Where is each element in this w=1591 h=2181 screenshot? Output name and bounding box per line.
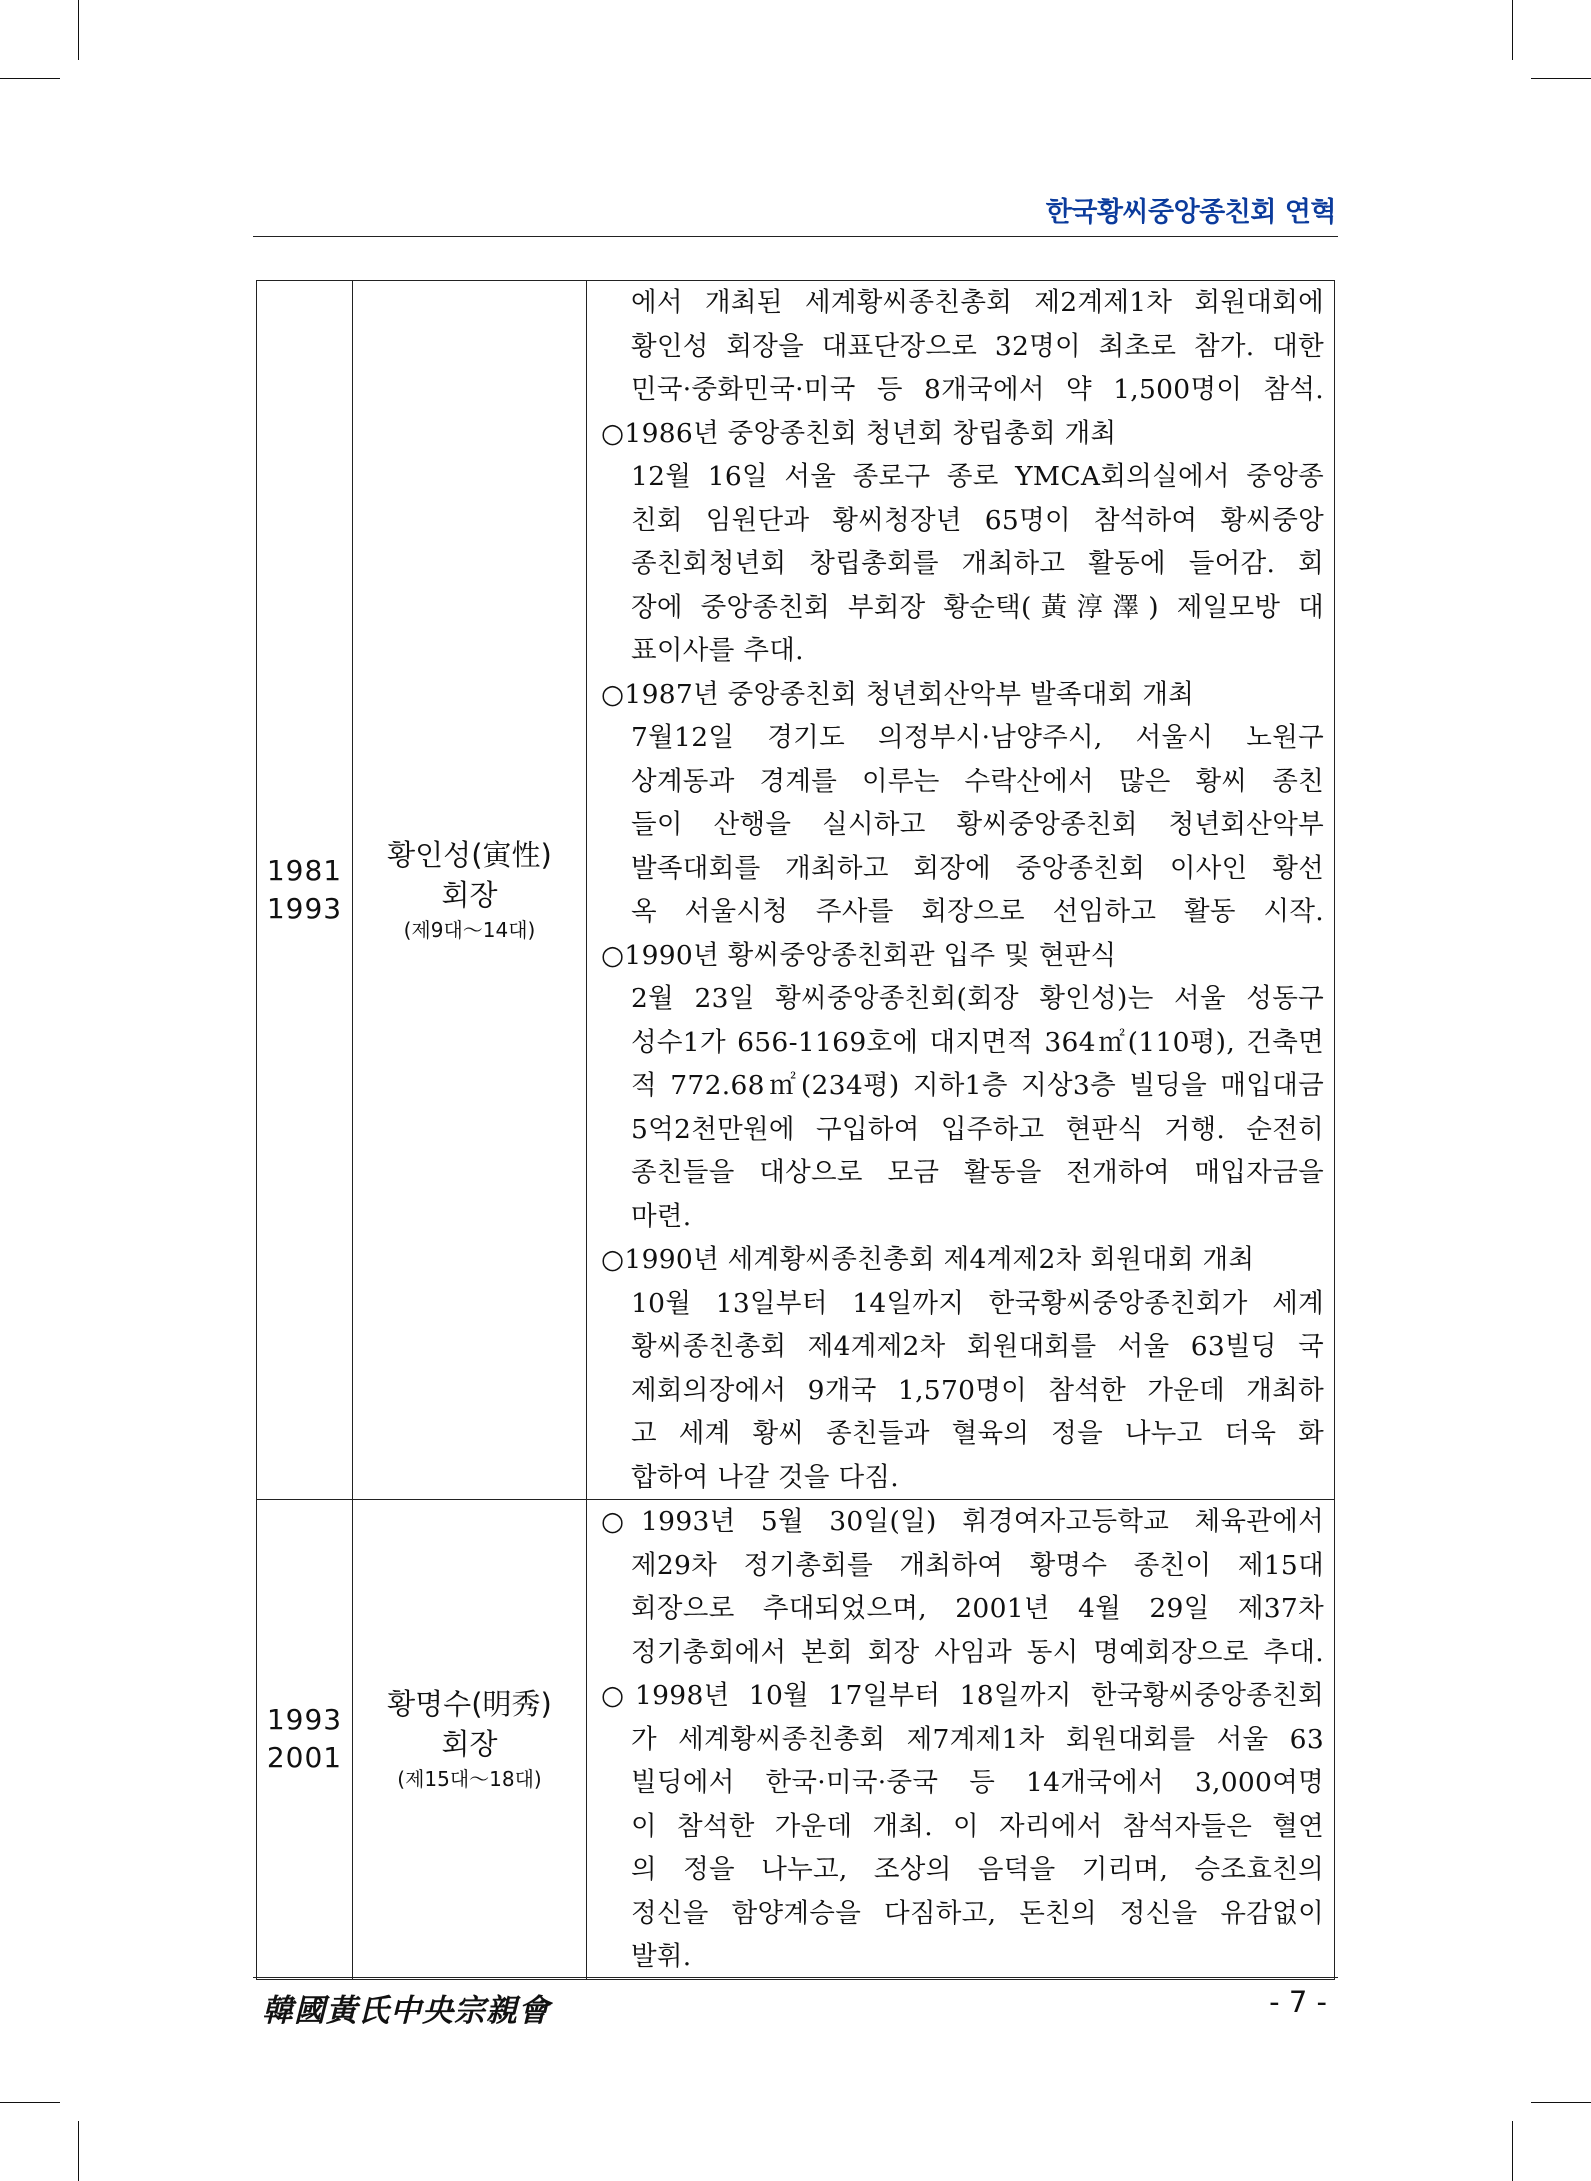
period-cell xyxy=(257,281,353,1500)
text-line: 성수1가 656-1169호에 대지면적 364㎡(110평), 건축면 xyxy=(631,1026,1324,1058)
table-row xyxy=(257,1500,1335,1980)
president-term: (제15대～18대) xyxy=(397,1767,542,1792)
crop-mark xyxy=(78,0,79,60)
text-line: 들이 산행을 실시하고 황씨중앙종친회 청년회산악부 xyxy=(631,809,1324,840)
text-line: 이 참석한 가운데 개최. 이 자리에서 참석자들은 혈연 xyxy=(631,1810,1324,1842)
period-start: 1981 xyxy=(266,854,343,887)
period-end: 2001 xyxy=(266,1741,343,1775)
text-line: 2월 23일 황씨중앙종친회(회장 황인성)는 서울 성동구 xyxy=(631,983,1324,1014)
page-header-title: 한국황씨중앙종친회 연혁 xyxy=(1045,197,1336,228)
text-line: 12월 16일 서울 종로구 종로 YMCA회의실에서 중앙종 xyxy=(631,461,1324,492)
events-text xyxy=(587,1500,1334,1979)
text-line: 에서 개최된 세계황씨종친총회 제2계제1차 회원대회에 xyxy=(631,287,1324,318)
text-line: 발족대회를 개최하고 회장에 중앙종친회 이사인 황선 xyxy=(631,852,1324,884)
text-line: 제29차 정기총회를 개최하여 황명수 종친이 제15대 xyxy=(631,1549,1324,1581)
crop-mark xyxy=(0,78,60,79)
crop-mark xyxy=(1512,0,1513,60)
event-heading: ○1993년 5월 30일(일) 휘경여자고등학교 체육관에서 xyxy=(601,1506,1324,1537)
crop-mark xyxy=(78,2121,79,2181)
text-line: 상계동과 경계를 이루는 수락산에서 많은 황씨 종친 xyxy=(631,765,1324,797)
crop-mark xyxy=(1512,2121,1513,2181)
event-heading: ○1987년 중앙종친회 청년회산악부 발족대회 개최 xyxy=(601,678,1195,710)
text-line: 가 세계황씨종친총회 제7계제1차 회원대회를 서울 63 xyxy=(631,1723,1324,1755)
crop-mark xyxy=(0,2102,60,2103)
president-name: 황명수(明秀) xyxy=(387,1687,552,1722)
text-line: 고 세계 황씨 종친들과 혈육의 정을 나누고 더욱 화 xyxy=(631,1418,1324,1449)
period-start: 1993 xyxy=(266,1703,343,1737)
event-heading: ○1990년 세계황씨종친총회 제4계제2차 회원대회 개최 xyxy=(601,1244,1255,1275)
text-line: 합하여 나갈 것을 다짐. xyxy=(631,1461,899,1493)
text-line: 제회의장에서 9개국 1,570명이 참석한 가운데 개최하 xyxy=(631,1374,1324,1406)
text-line: 장에 중앙종친회 부회장 황순택(黃淳澤) 제일모방 대 xyxy=(631,591,1324,623)
events-cell xyxy=(587,1500,1335,1980)
text-line: 종친들을 대상으로 모금 활동을 전개하여 매입자금을 xyxy=(631,1157,1324,1188)
text-line: 빌딩에서 한국·미국·중국 등 14개국에서 3,000여명 xyxy=(631,1767,1324,1798)
page-number: - 7 - xyxy=(1269,1985,1327,2019)
footer-divider xyxy=(253,1977,1338,1978)
events-text xyxy=(587,281,1334,1499)
text-line: 정신을 함양계승을 다짐하고, 돈친의 정신을 유감없이 xyxy=(631,1897,1324,1929)
president-term: (제9대～14대) xyxy=(403,918,536,942)
event-heading: ○1990년 황씨중앙종친회관 입주 및 현판식 xyxy=(601,939,1117,971)
president-cell xyxy=(353,281,587,1500)
text-line: 회장으로 추대되었으며, 2001년 4월 29일 제37차 xyxy=(631,1593,1324,1624)
crop-mark xyxy=(1531,78,1591,79)
text-line: 정기총회에서 본회 회장 사임과 동시 명예회장으로 추대. xyxy=(631,1636,1324,1668)
text-line: 5억2천만원에 구입하여 입주하고 현판식 거행. 순전히 xyxy=(631,1113,1324,1145)
president-cell xyxy=(353,1500,587,1980)
text-line: 황씨종친총회 제4계제2차 회원대회를 서울 63빌딩 국 xyxy=(631,1331,1324,1362)
history-table xyxy=(256,280,1335,1980)
text-line: 적 772.68㎡(234평) 지하1층 지상3층 빌딩을 매입대금 xyxy=(631,1070,1324,1101)
text-line: 표이사를 추대. xyxy=(631,635,804,666)
text-line: 옥 서울시청 주사를 회장으로 선임하고 활동 시작. xyxy=(631,896,1324,927)
text-line: 종친회청년회 창립총회를 개최하고 활동에 들어감. 회 xyxy=(631,548,1324,579)
table-row xyxy=(257,281,1335,1500)
text-line: 의 정을 나누고, 조상의 음덕을 기리며, 승조효친의 xyxy=(631,1854,1324,1885)
footer-organization-name: 韓國黃氏中央宗親會 xyxy=(262,1993,550,2029)
period-end: 1993 xyxy=(266,892,343,925)
text-line: 7월12일 경기도 의정부시·남양주시, 서울시 노원구 xyxy=(631,722,1324,753)
text-line: 친회 임원단과 황씨청장년 65명이 참석하여 황씨중앙 xyxy=(631,504,1324,536)
text-line: 10월 13일부터 14일까지 한국황씨중앙종친회가 세계 xyxy=(631,1287,1324,1319)
president-name: 황인성(寅性) xyxy=(387,838,552,872)
events-cell xyxy=(587,281,1335,1500)
event-heading: ○1986년 중앙종친회 청년회 창립총회 개최 xyxy=(601,417,1117,449)
president-title: 회장 xyxy=(441,878,498,912)
text-line: 황인성 회장을 대표단장으로 32명이 최초로 참가. 대한 xyxy=(631,330,1324,362)
president-title: 회장 xyxy=(441,1727,498,1762)
text-line: 발휘. xyxy=(631,1941,692,1972)
text-line: 민국·중화민국·미국 등 8개국에서 약 1,500명이 참석. xyxy=(631,374,1324,405)
text-line: 마련. xyxy=(631,1200,692,1232)
period-cell xyxy=(257,1500,353,1980)
event-heading: ○1998년 10월 17일부터 18일까지 한국황씨중앙종친회 xyxy=(601,1680,1324,1711)
header-divider xyxy=(253,236,1338,237)
crop-mark xyxy=(1531,2102,1591,2103)
